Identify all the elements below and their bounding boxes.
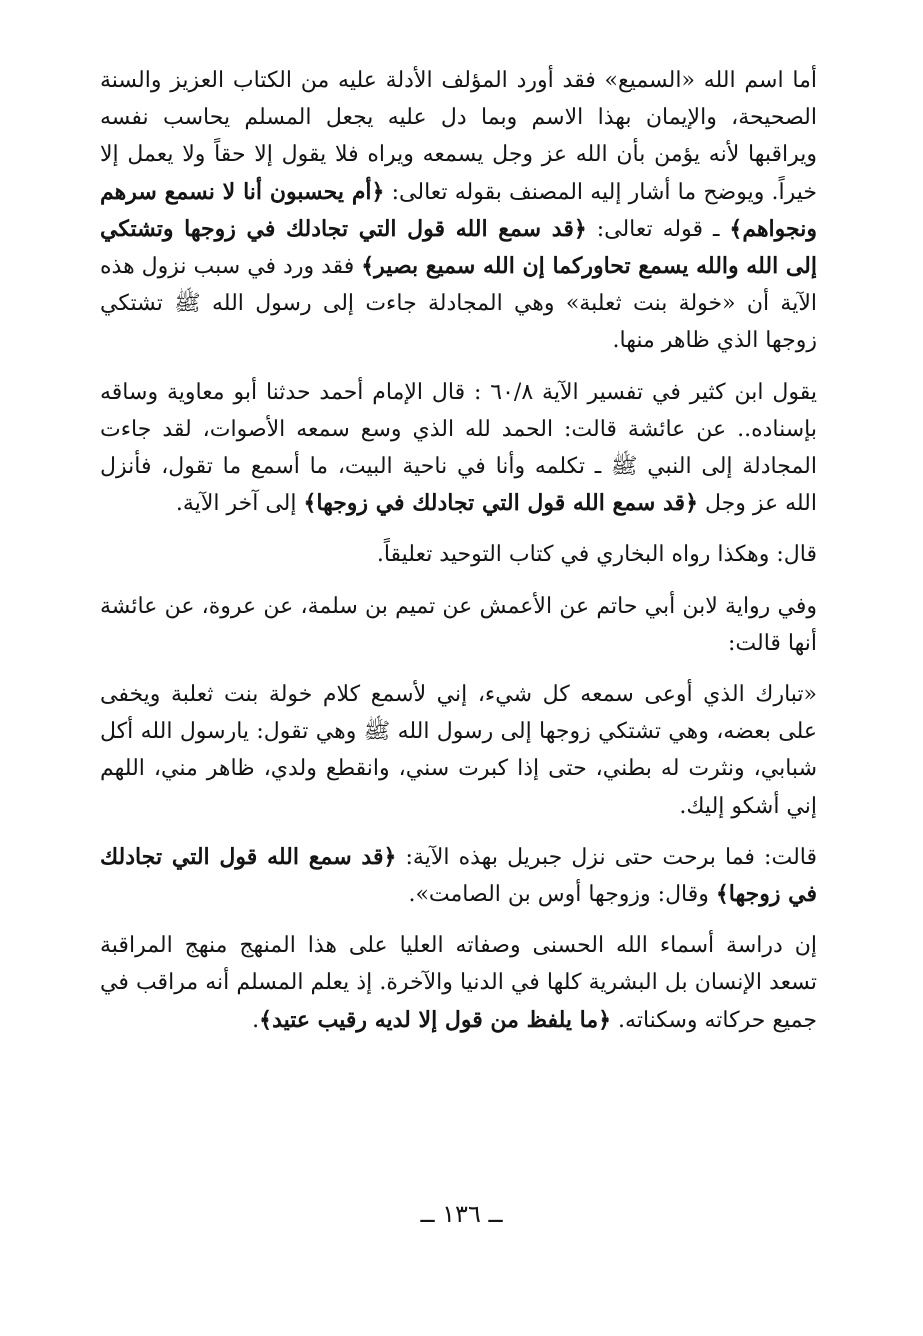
quran-verse: ﴿قد سمع الله قول التي تجادلك في زوجها وتشتكي إلى الله والله يسمع تحاوركما إن الله سميع بصير﴾ (100, 215, 817, 280)
text-segment: أما اسم الله «السميع» فقد أورد المؤلف الأدلة عليه من الكتاب العزيز والسنة الصحيحة، والإيمان بهذا الاسم وبما دل عليه يجعل المسلم يحاسب نفسه ويراقبها لأنه يؤمن بأن الله عز وجل يسمعه ويراه فلا يقول إلا حقاً ولا يعمل إلا خيراً. ويوضح ما أشار إليه المصنف بقوله تعالى: (100, 68, 818, 205)
quran-verse: ﴿أم يحسبون أنا لا نسمع سرهم ونجواهم﴾ (100, 178, 817, 242)
paragraph (100, 536, 817, 573)
paragraph (100, 374, 817, 523)
paragraph (100, 927, 817, 1039)
quran-verse: ﴿قد سمع الله قول التي تجادلك في زوجها﴾ (303, 490, 698, 517)
text-segment: قالت: فما برحت حتى نزل جبريل بهذه الآية: (396, 844, 817, 870)
text-segment: «تبارك الذي أوعى سمعه كل شيء، إني لأسمع كلام خولة بنت ثعلبة ويخفى على بعضه، وهي تشتكي زوجها إلى رسول الله ﷺ وهي تقول: يارسول الله أكل شبابي، ونثرت له بطني، حتى إذا كبرت سني، وانقطع ولدي، ظاهر مني، اللهم إني أشكو إليك. (100, 682, 817, 819)
quran-verse: ﴿قد سمع الله قول التي تجادلك في زوجها﴾ (100, 843, 817, 908)
text-segment: يقول ابن كثير في تفسير الآية ٦٠/٨ : قال الإمام أحمد حدثنا أبو معاوية وساقه بإسناده.. عن عائشة قالت: الحمد لله الذي وسع سمعه الأصوات، لقد جاءت المجادلة إلى النبي ﷺ ـ تكلمه وأنا في ناحية البيت، ما أسمع ما تقول، فأنزل الله عز وجل (100, 379, 817, 517)
text-segment: فقد ورد في سبب نزول هذه الآية أن «خولة بنت ثعلبة» وهي المجادلة جاءت إلى رسول الله ﷺ تشتكي زوجها الذي ظاهر منها. (100, 254, 817, 354)
paragraph (100, 676, 817, 825)
text-segment: وقال: وزوجها أوس بن الصامت». (408, 882, 716, 908)
text-segment: وفي رواية لابن أبي حاتم عن الأعمش عن تميم بن سلمة، عن عروة، عن عائشة أنها قالت: (100, 593, 817, 656)
paragraph (100, 588, 817, 662)
paragraph (100, 839, 817, 913)
text-segment: ـ قوله تعالى: (586, 216, 730, 242)
quran-verse: ﴿ما يلفظ من قول إلا لديه رقيب عتيد﴾ (259, 1006, 612, 1033)
page-number: ــ ١٣٦ ــ (420, 1200, 503, 1228)
paragraph (100, 62, 817, 360)
text-segment: إلى آخر الآية. (175, 491, 304, 517)
page-body (100, 62, 817, 1039)
text-segment: . (252, 1007, 260, 1033)
text-segment: إن دراسة أسماء الله الحسنى وصفاته العليا على هذا المنهج منهج المراقبة تسعد الإنسان بل البشرية كلها في الدنيا والآخرة. إذ يعلم المسلم أنه مراقب في جميع حركاته وسكناته. (100, 933, 817, 1033)
text-segment: قال: وهكذا رواه البخاري في كتاب التوحيد تعليقاً. (376, 542, 817, 568)
